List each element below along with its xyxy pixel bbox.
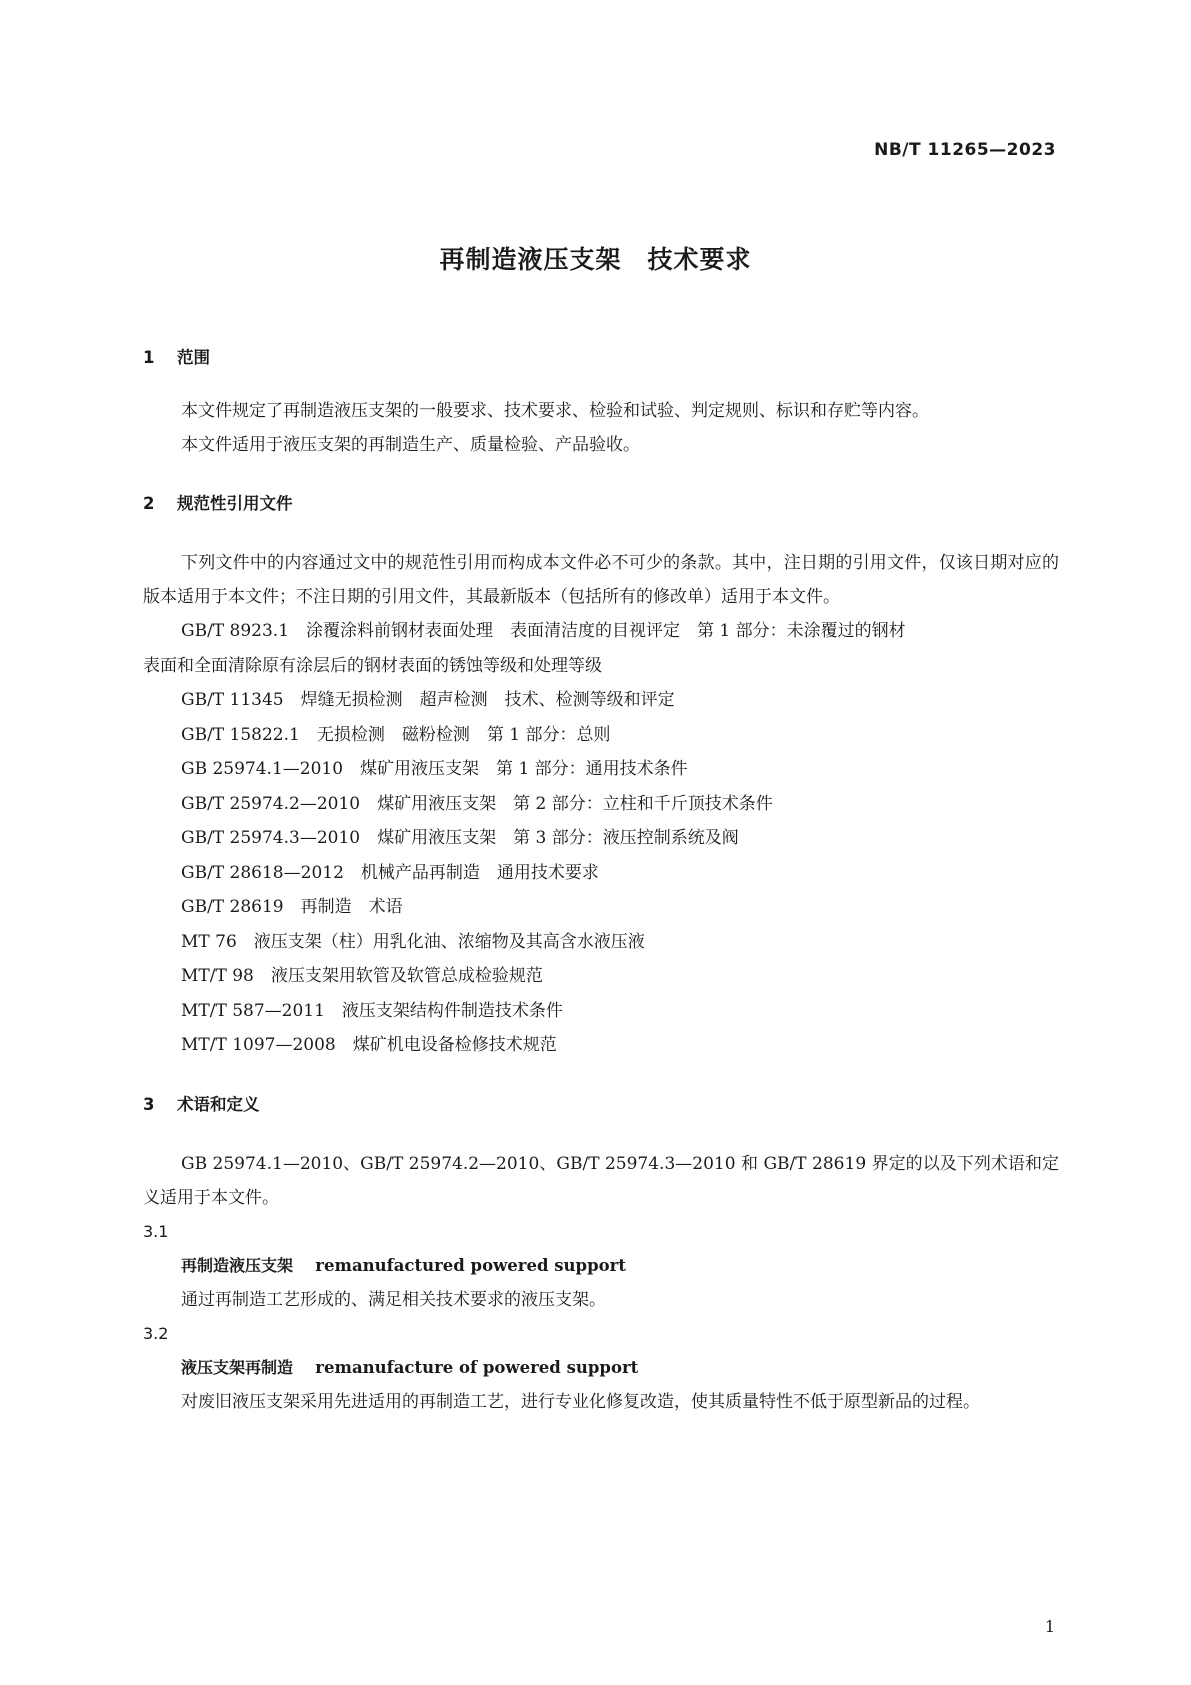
reference-item-continuation: 表面和全面清除原有涂层后的钢材表面的锈蚀等级和处理等级 (143, 655, 602, 676)
reference-item: GB/T 25974.3—2010 煤矿用液压支架 第 3 部分：液压控制系统及阀 (181, 828, 739, 848)
section-number: 1 (143, 348, 155, 367)
term-definition: 通过再制造工艺形成的、满足相关技术要求的液压支架。 (181, 1289, 606, 1310)
section-title: 术语和定义 (177, 1094, 260, 1114)
reference-item: GB 25974.1—2010 煤矿用液压支架 第 1 部分：通用技术条件 (181, 759, 688, 779)
reference-item: MT/T 98 液压支架用软管及软管总成检验规范 (181, 966, 543, 986)
reference-item: MT 76 液压支架（柱）用乳化油、浓缩物及其高含水液压液 (181, 931, 645, 952)
section-title: 范围 (177, 348, 210, 367)
term-en: remanufacture of powered support (315, 1357, 639, 1377)
reference-item: GB/T 15822.1 无损检测 磁粉检测 第 1 部分：总则 (181, 724, 611, 745)
section-heading-terms (143, 1089, 1059, 1121)
term-entry (181, 1249, 1059, 1283)
document-title: 再制造液压支架 技术要求 (439, 245, 752, 274)
reference-item: GB/T 28619 再制造 术语 (181, 897, 403, 917)
term-entry (181, 1351, 1059, 1385)
term-definition: 对废旧液压支架采用先进适用的再制造工艺，进行专业化修复改造，使其质量特性不低于原型新品的过程。 (181, 1391, 980, 1412)
paragraph: 下列文件中的内容通过文中的规范性引用而构成本文件必不可少的条款。其中，注日期的引用文件，仅该日期对应的版本适用于本文件；不注日期的引用文件，其最新版本（包括所有的修改单）适用于本文件。 (143, 553, 1059, 607)
term-number: 3.2 (143, 1323, 169, 1343)
page-number: 1 (1044, 1617, 1055, 1636)
reference-item: MT/T 587—2011 液压支架结构件制造技术条件 (181, 1000, 563, 1021)
term-zh: 液压支架再制造 (181, 1357, 294, 1377)
term-number: 3.1 (143, 1221, 169, 1241)
section-heading-scope (143, 342, 1059, 374)
standard-number: NB/T 11265—2023 (874, 140, 1056, 160)
paragraph: 本文件适用于液压支架的再制造生产、质量检验、产品验收。 (181, 435, 640, 455)
section-title: 规范性引用文件 (177, 494, 293, 513)
document-body (143, 342, 1059, 1419)
term-zh: 再制造液压支架 (181, 1255, 294, 1275)
reference-item: GB/T 11345 焊缝无损检测 超声检测 技术、检测等级和评定 (181, 690, 675, 710)
section-heading-normative-references (143, 488, 1059, 520)
reference-item: GB/T 28618—2012 机械产品再制造 通用技术要求 (181, 862, 599, 883)
term-en: remanufactured powered support (315, 1255, 626, 1275)
paragraph: GB 25974.1—2010、GB/T 25974.2—2010、GB/T 25974.3—2010 和 GB/T 28619 界定的以及下列术语和定义适用于本文件。 (143, 1153, 1059, 1208)
reference-item: GB/T 8923.1 涂覆涂料前钢材表面处理 表面清洁度的目视评定 第 1 部分：未涂覆过的钢材 (181, 621, 906, 641)
paragraph: 本文件规定了再制造液压支架的一般要求、技术要求、检验和试验、判定规则、标识和存贮等内容。 (181, 401, 929, 421)
reference-item: MT/T 1097—2008 煤矿机电设备检修技术规范 (181, 1035, 557, 1055)
section-number: 3 (143, 1094, 155, 1114)
reference-item: GB/T 25974.2—2010 煤矿用液压支架 第 2 部分：立柱和千斤顶技术条件 (181, 793, 773, 814)
section-number: 2 (143, 494, 155, 513)
